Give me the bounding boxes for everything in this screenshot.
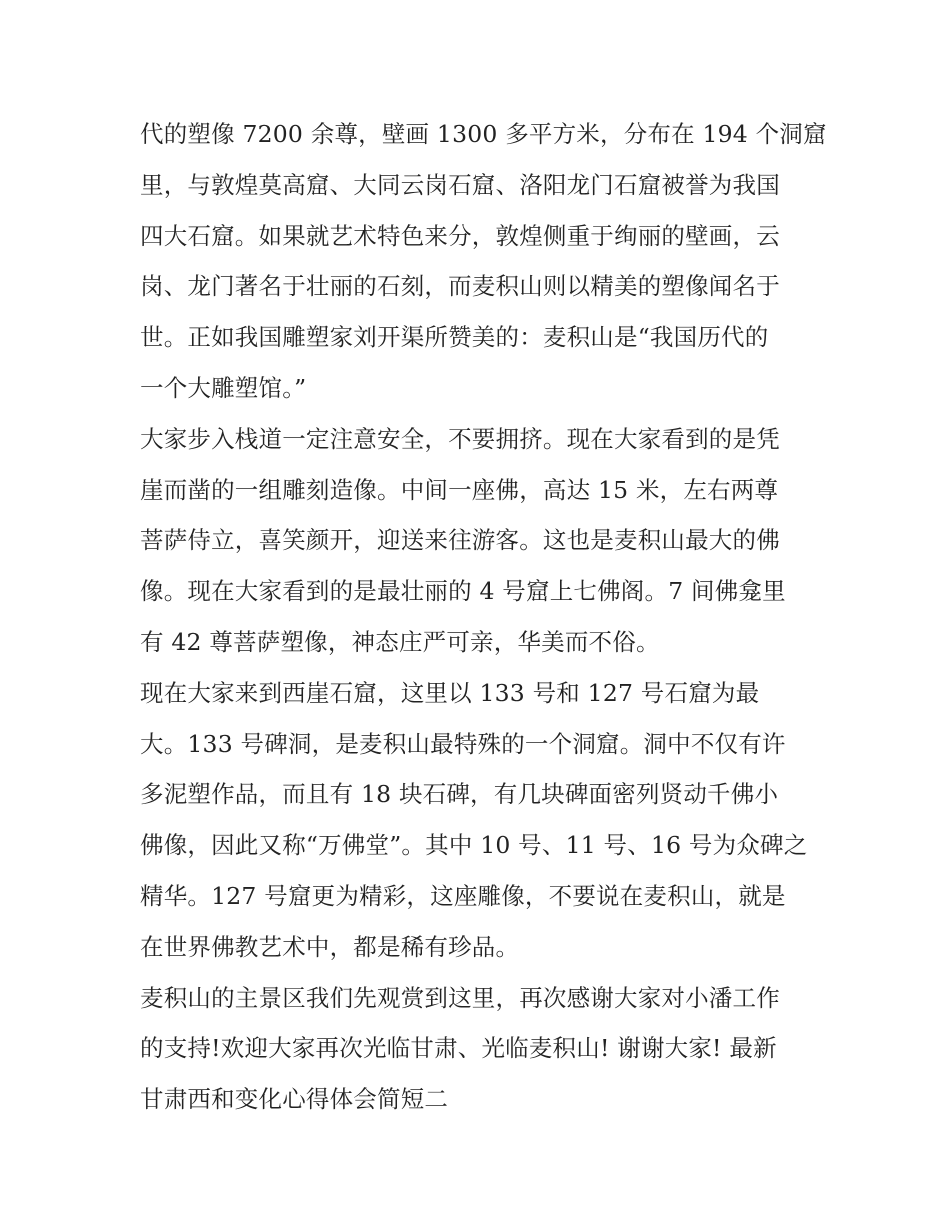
- text-line: 现在大家来到西崖石窟，这里以 133 号和 127 号石窟为最: [140, 678, 760, 707]
- text-line: 大。133 号碑洞，是麦积山最特殊的一个洞窟。洞中不仅有许: [140, 729, 786, 758]
- text-line: 有 42 尊菩萨塑像，神态庄严可亲，华美而不俗。: [140, 627, 660, 656]
- text-line: 的支持!欢迎大家再次光临甘肃、光临麦积山! 谢谢大家! 最新: [140, 1034, 777, 1063]
- text-line: 多泥塑作品，而且有 18 块石碑，有几块碑面密列贤动千佛小: [140, 780, 779, 809]
- text-line: 菩萨侍立，喜笑颜开，迎送来往游客。这也是麦积山最大的佛: [140, 526, 780, 555]
- text-line: 里，与敦煌莫高窟、大同云岗石窟、洛阳龙门石窟被誉为我国: [140, 170, 780, 199]
- text-line: 甘肃西和变化心得体会简短二: [140, 1085, 449, 1114]
- text-line: 代的塑像 7200 余尊，壁画 1300 多平方米，分布在 194 个洞窟: [140, 120, 827, 148]
- text-line: 世。正如我国雕塑家刘开渠所赞美的：麦积山是“我国历代的: [140, 323, 769, 352]
- text-line: 岗、龙门著名于壮丽的石刻，而麦积山则以精美的塑像闻名于: [140, 272, 780, 301]
- text-line: 像。现在大家看到的是最壮丽的 4 号窟上七佛阁。7 间佛龛里: [140, 577, 786, 606]
- text-line: 精华。127 号窟更为精彩，这座雕像，不要说在麦积山，就是: [140, 881, 786, 910]
- text-line: 大家步入栈道一定注意安全，不要拥挤。现在大家看到的是凭: [140, 424, 780, 453]
- text-line: 佛像，因此又称“万佛堂”。其中 10 号、11 号、16 号为众碑之: [140, 831, 808, 860]
- text-line: 四大石窟。如果就艺术特色来分，敦煌侧重于绚丽的壁画，云: [140, 221, 780, 250]
- document-body: [140, 109, 827, 1125]
- text-line: 崖而凿的一组雕刻造像。中间一座佛，高达 15 米，左右两尊: [140, 475, 779, 504]
- text-line: 在世界佛教艺术中，都是稀有珍品。: [140, 932, 520, 961]
- text-line: 一个大雕塑馆。”: [140, 373, 307, 402]
- text-line: 麦积山的主景区我们先观赏到这里，再次感谢大家对小潘工作: [140, 983, 780, 1012]
